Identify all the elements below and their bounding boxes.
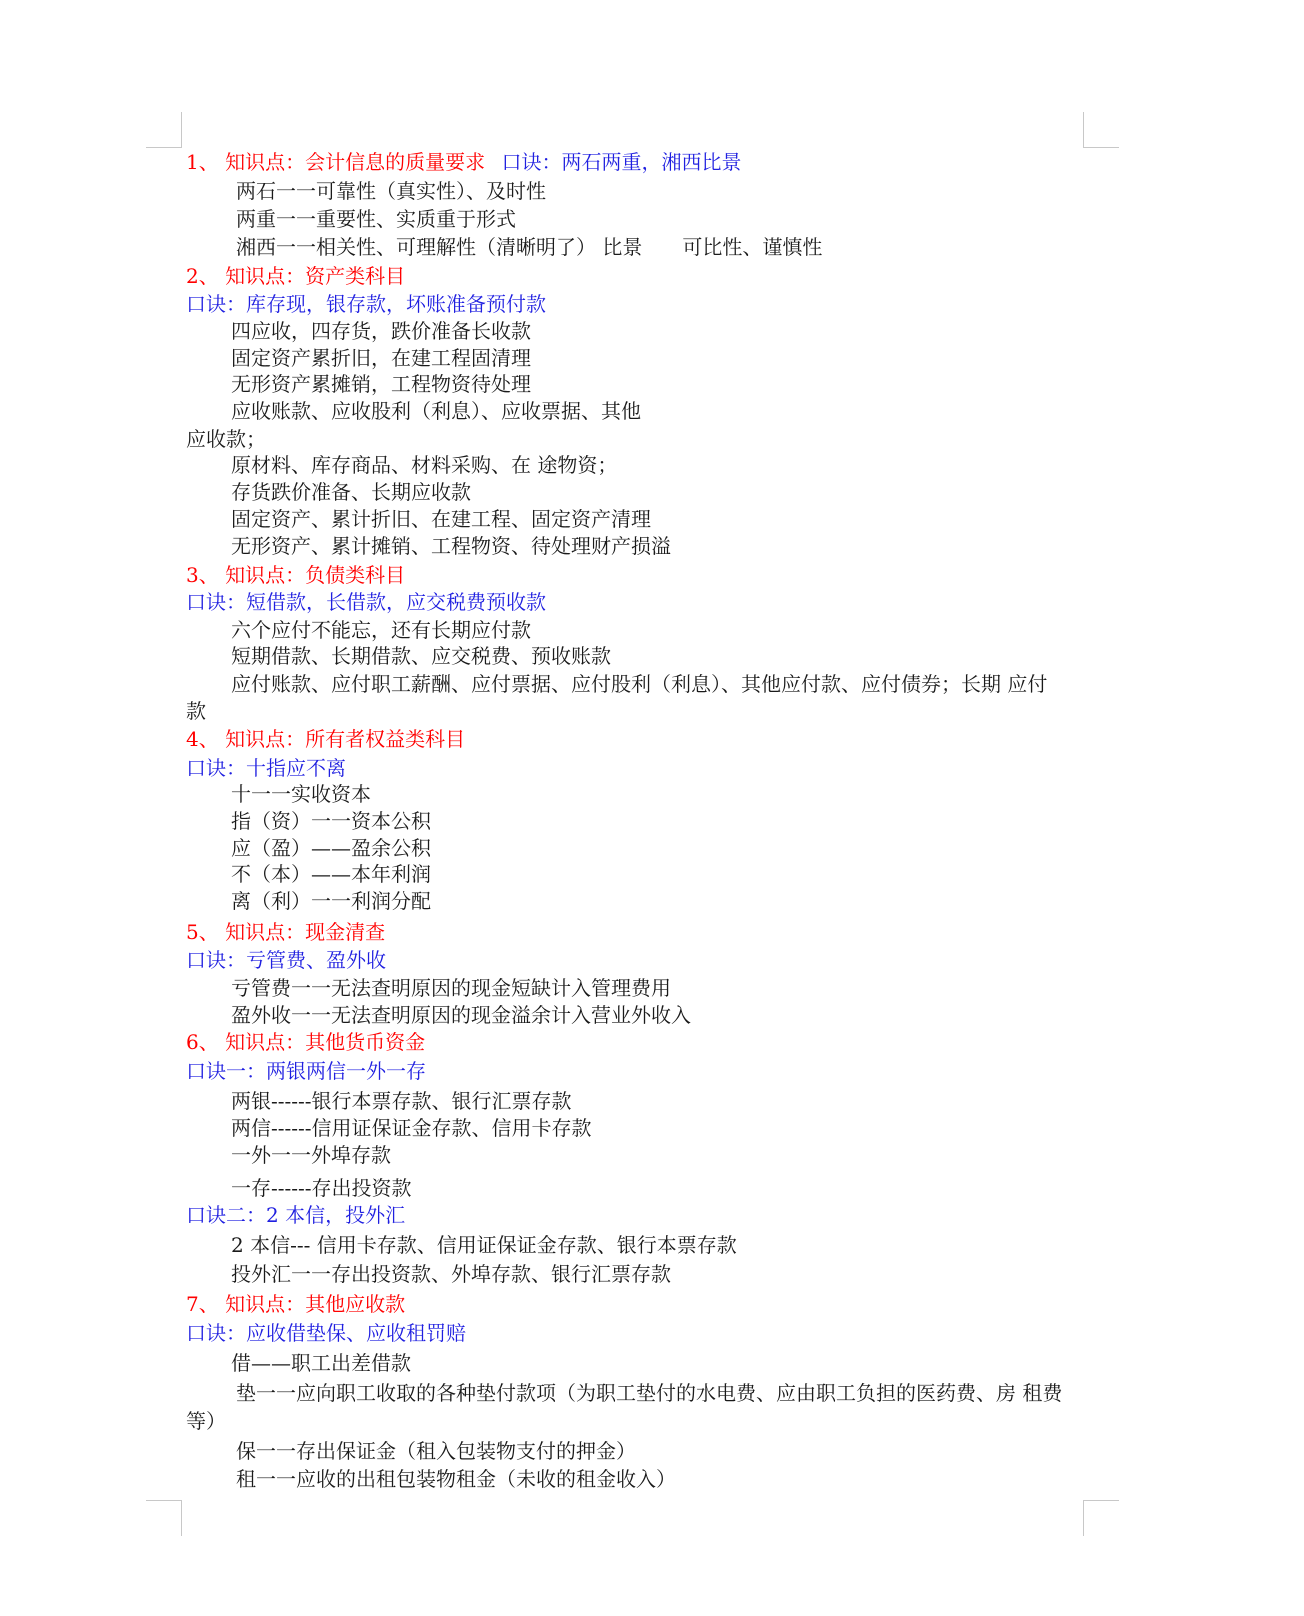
section-line: 原材料、库存商品、材料采购、在 途物资； [231,453,618,477]
section-mnemonic: 口诀一：两银两信一外一存 [186,1059,426,1083]
section-heading: 3、 知识点：负债类科目 [186,563,406,587]
section-mnemonic: 口诀：应收借垫保、应收租罚赔 [186,1321,466,1345]
section-line: 存货跌价准备、长期应收款 [231,480,471,504]
section-line: 短期借款、长期借款、应交税费、预收账款 [231,644,611,668]
section-line: 不（本）——本年利润 [231,862,431,886]
section-line: 一存------存出投资款 [231,1176,412,1200]
section-line: 两重一一重要性、实质重于形式 [236,207,516,231]
section-heading: 7、 知识点：其他应收款 [186,1292,406,1316]
section-line: 租一一应收的出租包装物租金（未收的租金收入） [236,1467,676,1491]
corner-mark-top-left-h [146,147,182,148]
section-line: 应（盈）——盈余公积 [231,836,431,860]
section-line: 垫一一应向职工收取的各种垫付款项（为职工垫付的水电费、应由职工负担的医药费、房 租费 [236,1381,1063,1405]
section-1-title-line [186,150,741,174]
section-heading: 4、 知识点：所有者权益类科目 [186,727,466,751]
section-mnemonic: 口诀：亏管费、盈外收 [186,948,386,972]
section-line: 两信------信用证保证金存款、信用卡存款 [231,1116,592,1140]
section-mnemonic: 口诀：库存现，银存款，坏账准备预付款 [186,292,546,316]
section-mnemonic: 口诀二：2 本信，投外汇 [186,1203,406,1227]
corner-mark-bottom-left-v [181,1500,182,1536]
section-mnemonic: 口诀：十指应不离 [186,756,346,780]
section-mnemonic: 口诀：两石两重，湘西比景 [501,150,742,174]
section-heading: 2、 知识点：资产类科目 [186,264,406,288]
section-line: 2 本信--- 信用卡存款、信用证保证金存款、银行本票存款 [231,1233,737,1257]
section-line: 盈外收一一无法查明原因的现金溢余计入营业外收入 [231,1003,691,1027]
section-line: 亏管费一一无法查明原因的现金短缺计入管理费用 [231,976,671,1000]
section-line: 应收款； [186,427,266,451]
section-line: 无形资产累摊销，工程物资待处理 [231,372,531,396]
section-line: 四应收，四存货，跌价准备长收款 [231,319,531,343]
section-line: 投外汇一一存出投资款、外埠存款、银行汇票存款 [231,1262,671,1286]
section-heading: 1、 知识点：会计信息的质量要求 [186,150,486,174]
section-line: 借——职工出差借款 [231,1351,411,1375]
section-line: 固定资产、累计折旧、在建工程、固定资产清理 [231,507,651,531]
section-line: 离（利）一一利润分配 [231,889,431,913]
section-line: 指（资）一一资本公积 [231,809,431,833]
section-line: 六个应付不能忘，还有长期应付款 [231,618,531,642]
section-line: 保一一存出保证金（租入包装物支付的押金） [236,1439,636,1463]
corner-mark-bottom-right-h [1083,1500,1119,1501]
corner-mark-bottom-left-h [146,1500,182,1501]
corner-mark-top-right-v [1083,112,1084,148]
section-line: 应收账款、应收股利（利息）、应收票据、其他 [231,399,641,423]
section-heading: 5、 知识点：现金清查 [186,920,386,944]
corner-mark-bottom-right-v [1083,1500,1084,1536]
section-line: 两石一一可靠性（真实性）、及时性 [236,179,546,203]
section-line: 一外一一外埠存款 [231,1143,391,1167]
section-line: 十一一实收资本 [231,782,371,806]
section-heading: 6、 知识点：其他货币资金 [186,1030,426,1054]
corner-mark-top-left-v [181,112,182,148]
section-line: 无形资产、累计摊销、工程物资、待处理财产损溢 [231,534,671,558]
corner-mark-top-right-h [1083,147,1119,148]
section-line: 两银------银行本票存款、银行汇票存款 [231,1089,572,1113]
section-line: 应付账款、应付职工薪酬、应付票据、应付股利（利息）、其他应付款、应付债券；长期 应付 [231,672,1048,696]
section-line: 等） [186,1409,226,1433]
section-mnemonic: 口诀：短借款，长借款，应交税费预收款 [186,590,546,614]
section-line: 固定资产累折旧，在建工程固清理 [231,346,531,370]
section-line: 款 [186,699,206,723]
section-line: 湘西一一相关性、可理解性（清晰明了） 比景 可比性、谨慎性 [236,235,823,259]
